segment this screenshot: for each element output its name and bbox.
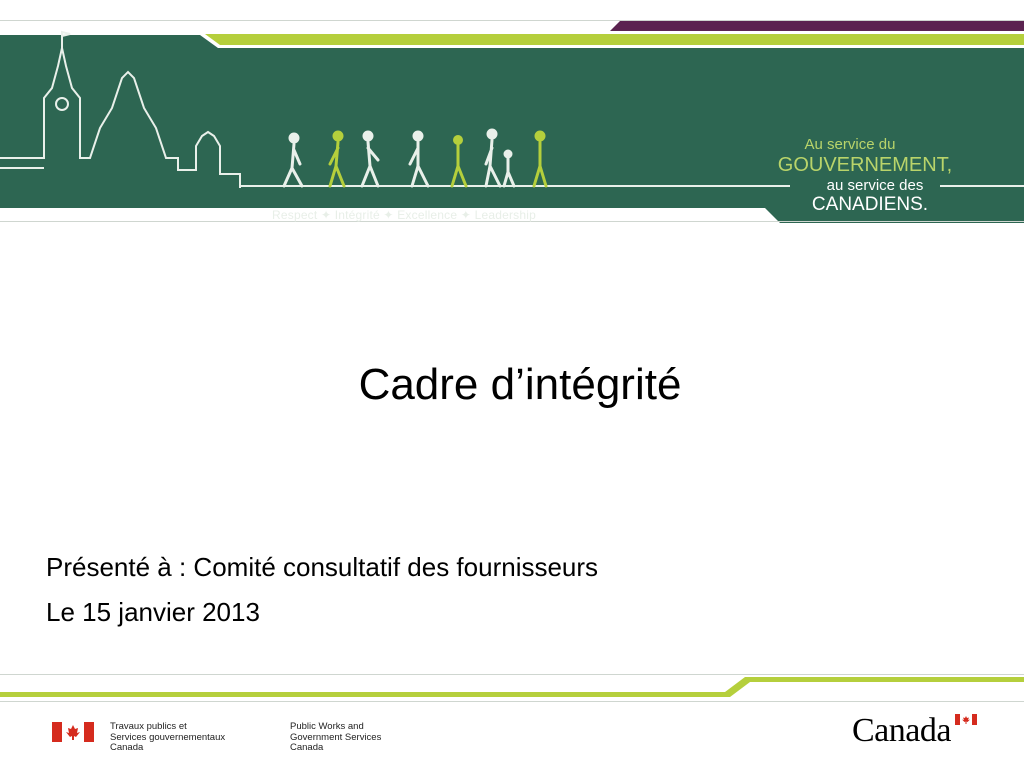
header-banner xyxy=(0,18,1024,223)
slogan-line-2: GOUVERNEMENT, xyxy=(777,154,953,176)
dept-fr-line-1: Travaux publics et xyxy=(110,721,187,732)
dept-en-line-2: Government Services xyxy=(290,731,382,743)
date-line: Le 15 janvier 2013 xyxy=(46,597,260,627)
dept-en-line-3: Canada xyxy=(290,742,324,753)
canada-wordmark: Canada xyxy=(852,712,951,749)
slogan xyxy=(760,137,970,214)
department-name-fr xyxy=(110,722,225,754)
slogan-line-4: CANADIENS. xyxy=(811,194,929,215)
department-name-en xyxy=(290,722,381,754)
dept-fr-line-2: Services gouvernementaux xyxy=(110,731,226,743)
canada-flag-icon xyxy=(52,722,94,742)
dept-fr-line-3: Canada xyxy=(110,742,144,753)
footer-band xyxy=(0,672,1024,702)
dept-en-line-1: Public Works and xyxy=(290,721,364,732)
footer xyxy=(0,710,1024,768)
presented-to-line: Présenté à : Comité consultatif des fournisseurs xyxy=(46,552,599,582)
wordmark-flag-icon xyxy=(955,714,977,725)
slide-title: Cadre d’intégrité xyxy=(358,360,682,409)
slide-subtitle xyxy=(46,545,598,635)
values-tagline: Respect ✦ Intégrité ✦ Excellence ✦ Leadership xyxy=(272,208,536,222)
slogan-line-3: au service des xyxy=(826,177,924,194)
slogan-line-1: Au service du xyxy=(804,136,896,153)
